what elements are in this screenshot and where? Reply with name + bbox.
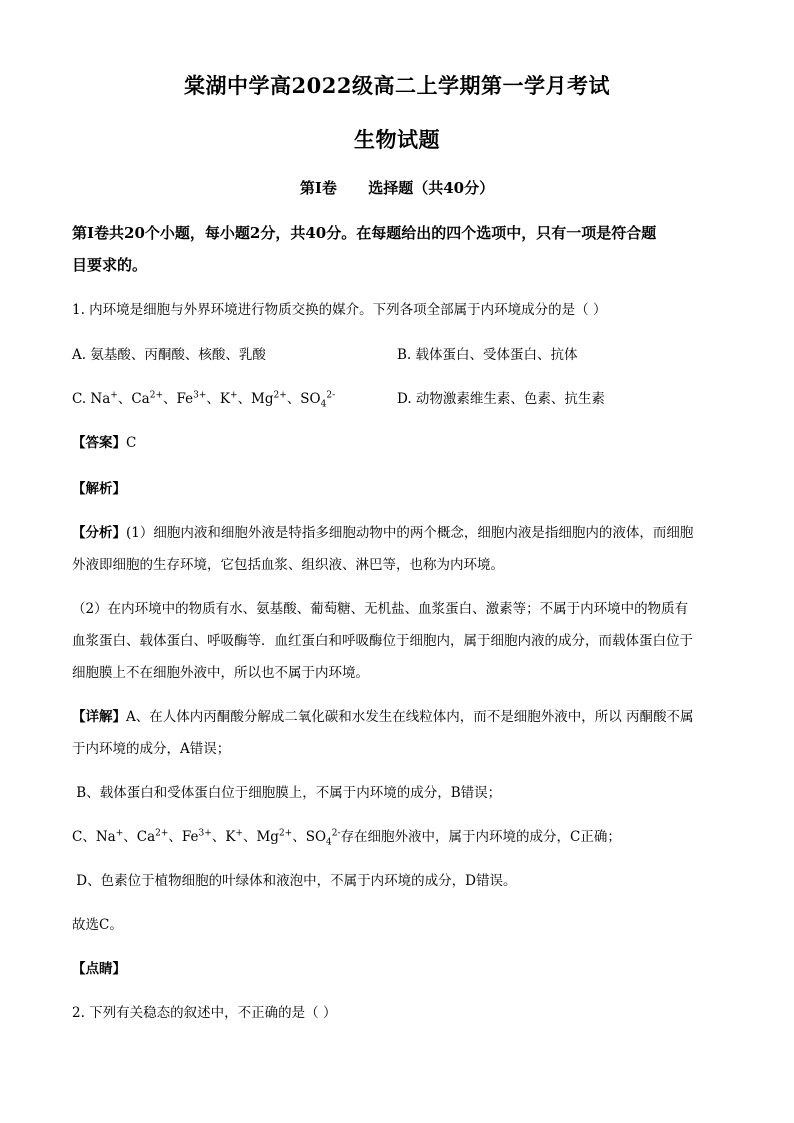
option-b: B. 载体蛋白、受体蛋白、抗体	[397, 347, 578, 363]
ion-charge: +	[235, 828, 243, 839]
detail-c-text: 、Fe	[168, 829, 199, 845]
ion-charge: +	[115, 828, 124, 839]
analysis-p2-line-2: 血浆蛋白、载体蛋白、呼吸酶等．血红蛋白和呼吸酶位于细胞内，属于细胞内液的成分，而载体蛋白位于	[72, 633, 693, 649]
option-d: D. 动物激素维生素、色素、抗生素	[397, 391, 605, 407]
ion-charge: 3+	[193, 390, 207, 401]
answer-tag: 【答案】	[72, 435, 126, 451]
detail-c-text: C、Na	[72, 829, 116, 845]
ion-charge: 2+	[273, 390, 287, 401]
analysis-p1-line-1	[72, 521, 693, 541]
ion-charge: 2-	[326, 390, 336, 401]
ion-charge: 2+	[155, 828, 169, 839]
option-c-text: C. Na	[72, 391, 111, 407]
question-1-stem: 1. 内环境是细胞与外界环境进行物质交换的媒介。下列各项全部属于内环境成分的是（ ）	[72, 302, 607, 318]
detail-c-text: 、Mg	[242, 829, 279, 845]
ion-charge: 2+	[149, 390, 164, 401]
instructions-line-2: 目要求的。	[72, 256, 148, 274]
option-c-text: 、Ca	[117, 391, 150, 407]
section-heading: 第I卷 选择题（共40分）	[299, 179, 495, 197]
detail-c-text: 、K	[211, 829, 236, 845]
option-c-text: 、Mg	[237, 391, 274, 407]
ion-subscript: 4	[320, 399, 327, 410]
detail-d: D、色素位于植物细胞的叶绿体和液泡中，不属于内环境的成分，D错误。	[72, 873, 517, 889]
comment-tag: 【点睛】	[72, 961, 126, 977]
analysis-subtag: 【分析】	[72, 525, 126, 541]
detail-a-line-2: 于内环境的成分，A错误；	[72, 741, 231, 757]
detail-c-text: 、Ca	[123, 829, 156, 845]
analysis-p2-line-3: 细胞膜上不在细胞外液中，所以也不属于内环境。	[72, 665, 369, 681]
answer-line	[72, 431, 136, 451]
ion-charge: 2+	[278, 828, 293, 839]
instructions-line-1: 第I卷共20个小题，每小题2分，共40分。在每题给出的四个选项中，只有一项是符合题	[72, 224, 657, 242]
answer-value: C	[126, 435, 137, 451]
detail-tag: 【详解】	[72, 709, 126, 725]
detail-a-line-1	[72, 705, 694, 725]
option-c-text: 、Fe	[163, 391, 194, 407]
ion-charge: +	[110, 390, 118, 401]
detail-c-text: 、SO	[292, 829, 327, 845]
analysis-text: (1）细胞内液和细胞外液是特指多细胞动物中的两个概念，细胞内液是指细胞内的液体，而细胞	[126, 525, 694, 541]
detail-text: A、在人体内丙酮酸分解成二氧化碳和水发生在线粒体内，而不是细胞外液中，所以 丙酮酸不属	[126, 709, 694, 725]
ion-charge: 3+	[198, 828, 212, 839]
option-c-text: 、K	[206, 391, 231, 407]
ion-charge: +	[230, 390, 238, 401]
analysis-p1-line-2: 外液即细胞的生存环境，它包括血浆、组织液、淋巴等，也称为内环境。	[72, 557, 504, 573]
question-2-stem: 2. 下列有关稳态的叙述中，不正确的是（ ）	[72, 1005, 337, 1021]
detail-c-text: 存在细胞外液中，属于内环境的成分，C正确；	[340, 829, 621, 845]
ion-subscript: 4	[326, 837, 332, 848]
conclusion: 故选C。	[72, 917, 123, 933]
option-c-text: 、SO	[286, 391, 321, 407]
analysis-tag: 【解析】	[72, 481, 126, 497]
subject-title: 生物试题	[354, 127, 440, 152]
exam-title: 棠湖中学高2022级高二上学期第一学月考试	[184, 73, 610, 98]
ion-charge: 2-	[331, 828, 341, 839]
option-c	[72, 387, 336, 410]
option-a: A. 氨基酸、丙酮酸、核酸、乳酸	[72, 347, 266, 363]
analysis-p2-line-1: （2）在内环境中的物质有水、氨基酸、葡萄糖、无机盐、血浆蛋白、激素等；不属于内环境中的物质有	[72, 601, 689, 617]
detail-c	[72, 825, 621, 848]
detail-b: B、载体蛋白和受体蛋白位于细胞膜上，不属于内环境的成分，B错误；	[72, 785, 502, 801]
